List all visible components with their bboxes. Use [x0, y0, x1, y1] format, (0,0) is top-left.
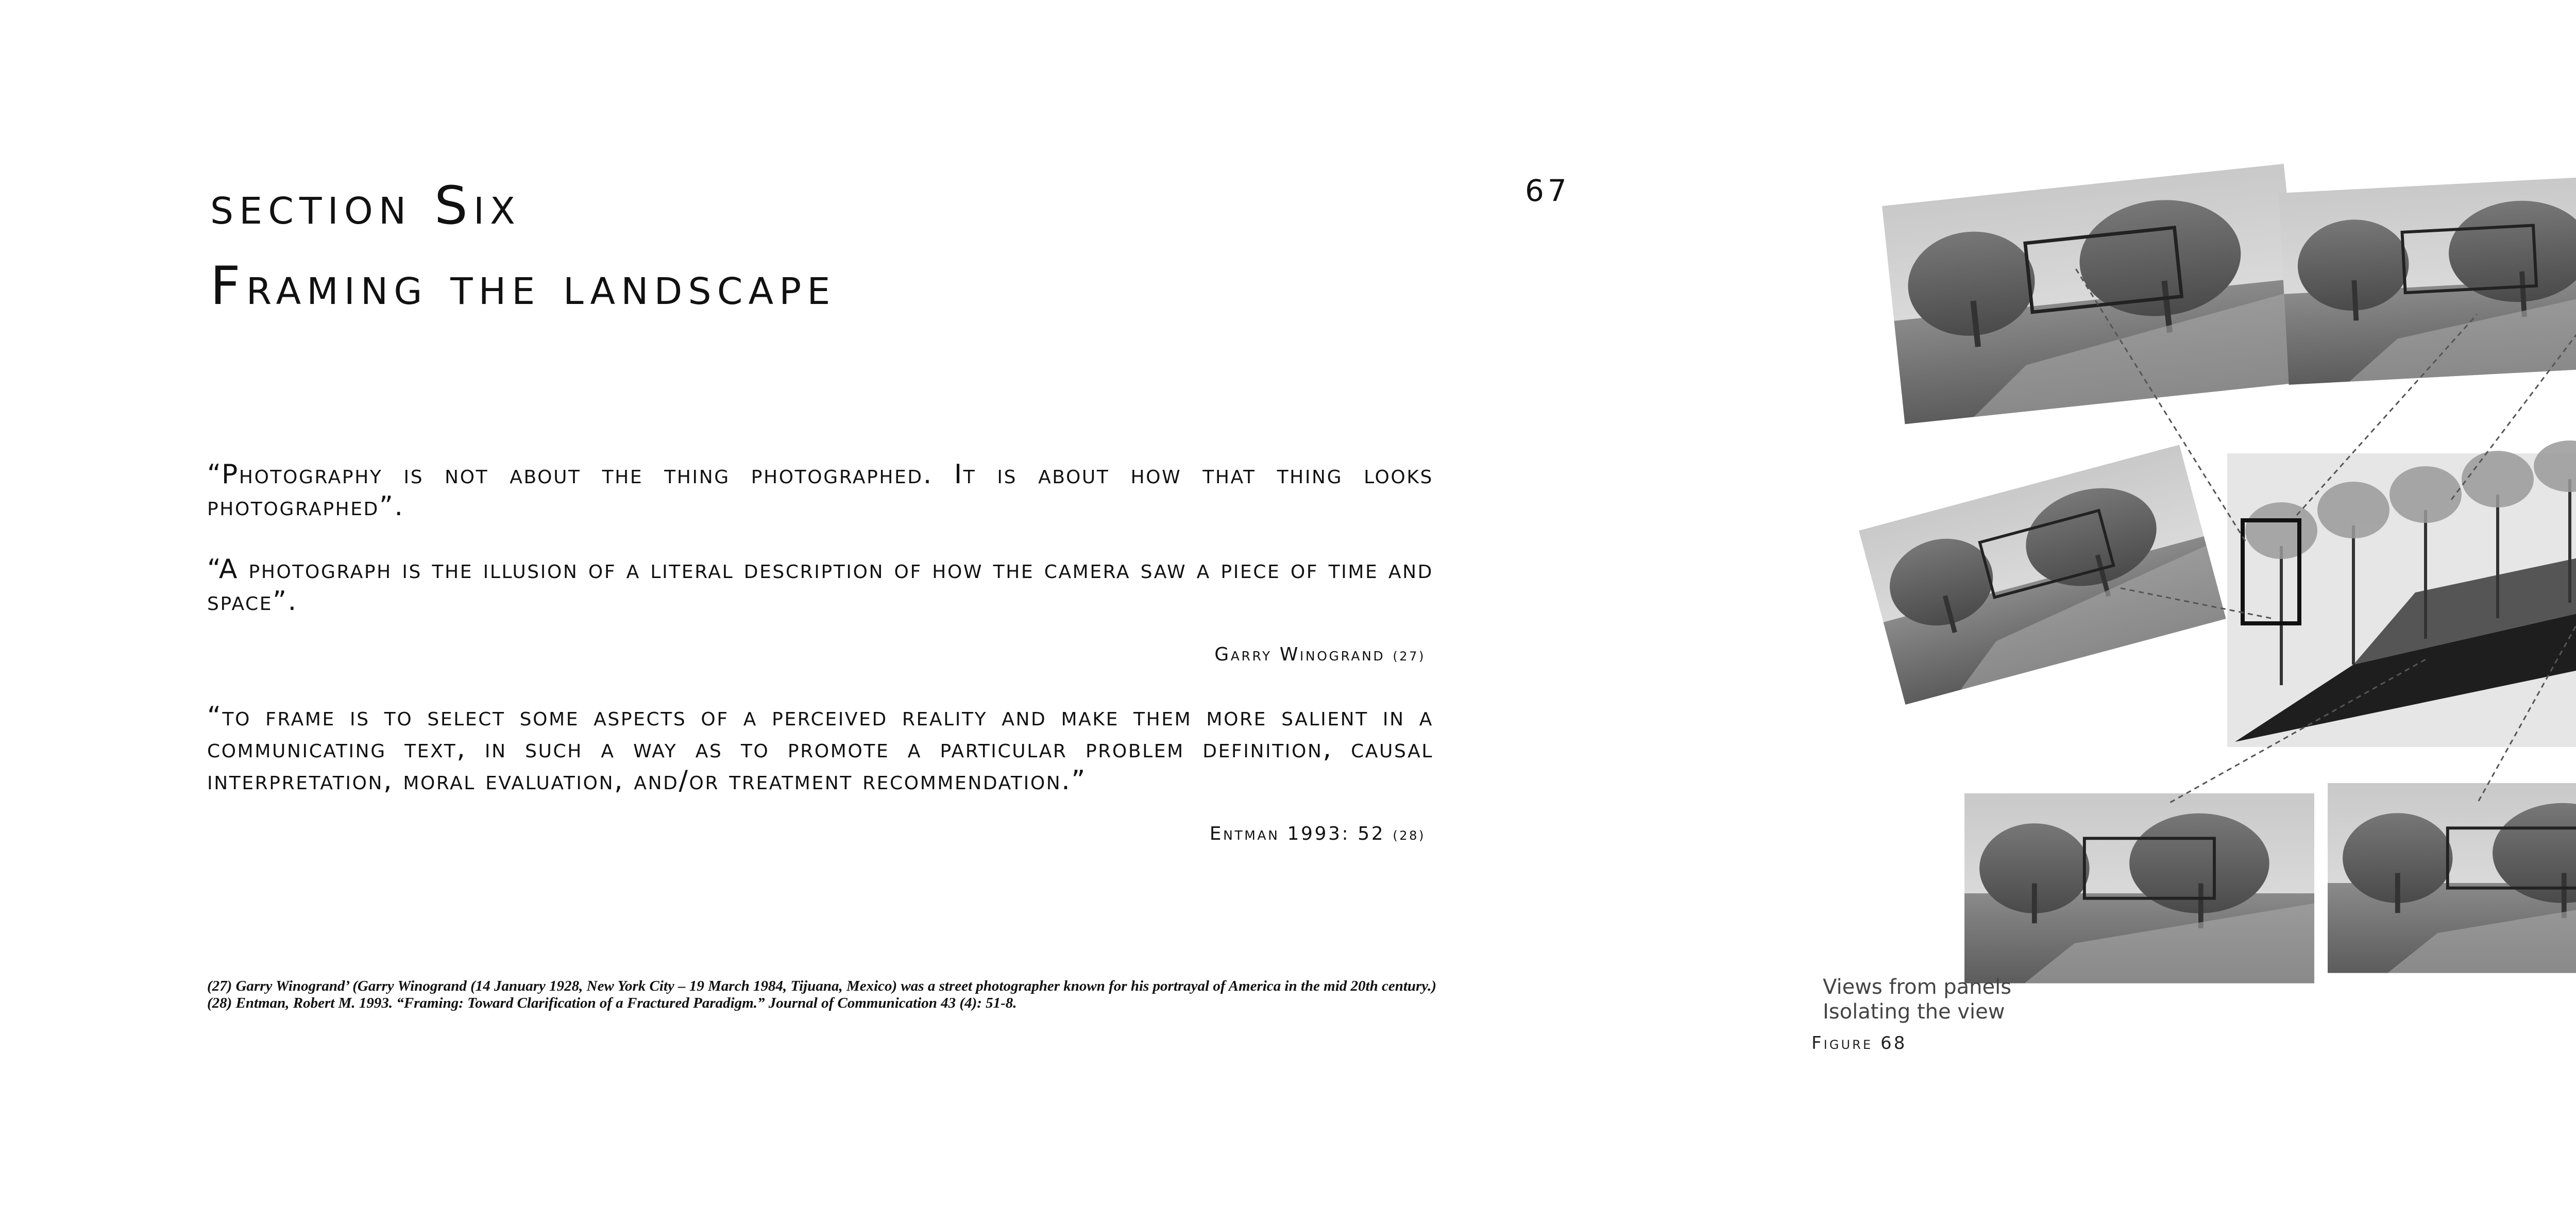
- attribution-entman-ref: (28): [1393, 828, 1426, 843]
- quote-framing: “to frame is to select some aspects of a perceived reality and make them more salient in a communicating text, in such a way as to promote a particular problem definition, causal interpretation, moral evaluation, and/or treatment recommendation.”: [207, 701, 1433, 796]
- landscape-framing-collage: [1704, 0, 2576, 1030]
- caption-line-2: Isolating the view: [1823, 1000, 2005, 1024]
- page-number-67: 67: [1525, 173, 1570, 208]
- section-title: section Six: [210, 175, 521, 236]
- quote-photograph-illusion: “A photograph is the illusion of a literal description of how the camera saw a piece of time and space”.: [207, 554, 1433, 617]
- section-subtitle: Framing the landscape: [210, 256, 836, 317]
- footnote-27: (27) Garry Winogrand’ (Garry Winogrand (14 January 1928, New York City – 19 March 1984, Tijuana, Mexico) was a street photographer known for his portrayal of America in the mid 20th century.): [207, 978, 1437, 994]
- attribution-winogrand: [1214, 644, 1426, 665]
- view-photo-4: [1859, 445, 2226, 704]
- attribution-winogrand-ref: (27): [1393, 649, 1426, 664]
- quote-photography: “Photography is not about the thing photographed. It is about how that thing looks photographed”.: [207, 459, 1433, 522]
- pavilion-model: [2227, 433, 2576, 747]
- caption-line-1: Views from panels: [1823, 975, 2012, 999]
- right-page: [1704, 0, 2576, 1205]
- attribution-entman: [1210, 823, 1426, 844]
- view-photo-1: [1882, 164, 2307, 424]
- photo-caption: [1823, 975, 2011, 1024]
- view-photo-6: [1964, 793, 2314, 983]
- attribution-winogrand-name: Garry Winogrand: [1214, 644, 1385, 665]
- view-photo-7: [2328, 783, 2576, 973]
- footnotes: [207, 978, 1454, 1012]
- footnote-28: (28) Entman, Robert M. 1993. “Framing: Toward Clarification of a Fractured Paradigm.” Journal of Communication 43 (4): 51-8.: [207, 995, 1017, 1011]
- attribution-entman-name: Entman 1993: 52: [1209, 823, 1385, 844]
- view-photo-2: [2279, 175, 2576, 385]
- figure-label: Figure 68: [1811, 1033, 1907, 1054]
